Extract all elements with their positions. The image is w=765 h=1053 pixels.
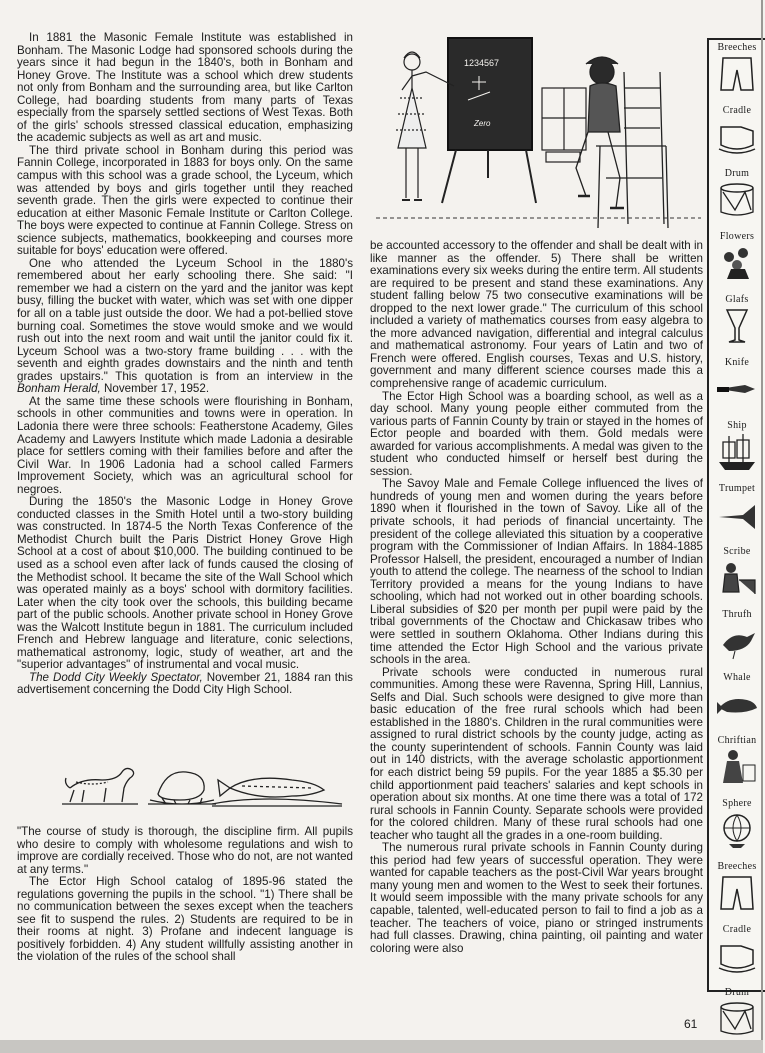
advertisement-quote: "The course of study is thorough, the discipline firm. All pupils who desire to comply with wholesome regulations and wish to improve are cordially received. Those who do not, are not wanted at any terms." — [17, 825, 353, 876]
blackboard-word: Zero — [474, 119, 491, 128]
strip-item — [709, 166, 765, 229]
ad-intro-text: November 21, 1884 ran this advertisement concerning the Dodd City High School. — [17, 670, 353, 697]
fish-icon — [212, 778, 342, 806]
paragraph: The Savoy Male and Female College influenced the lives of hundreds of young men and women during the years before 1890 when it flourished in the town of Savoy. Like all of the private schools, it had periods of financial uncertainty. The president of the college alleviated this situation by a cooperative program with the Commissioner of Indian Affairs. In 1884-1885 Professor Halsell, the president, encouraged a number of Indian youth to attend the college. The nearness of the school to Indian Territory provided a means for the young Indians to have schooling, which had not worked out in other boarding schools. Liberal subsidies of $20 per month per pupil were paid by the tribal governments of the Choctaw and Chickasaw tribes who were settled in southern Oklahoma. Other Indians during this time attended the Ector High School and the various private schools in the area. — [370, 477, 703, 667]
strip-item — [709, 103, 765, 166]
paragraph: The Ector High School was a boarding school, as well as a day school. Many young people either commuted from the various parts of Fannin County by train or stayed in the homes of Ector people and boarded with them. Gold medals were awarded for various accomplishments. A medal was given to the student who conducted himself or herself best during the session. — [370, 389, 703, 478]
right-column — [370, 240, 703, 955]
strip-item — [709, 544, 765, 607]
strip-item — [709, 40, 765, 103]
glass-icon — [715, 306, 759, 346]
chalkboard-icon — [442, 38, 536, 203]
strip-label: Cradle — [722, 105, 752, 116]
christian-icon — [715, 747, 759, 787]
paragraph: In 1881 the Masonic Female Institute was established in Bonham. The Masonic Lodge had sponsored schools during the years since it had begun in the 1840's, both in Bonham and Honey Grove. The Institute was a school which drew students not only from Bonham and the surrounding area, but like Carlton College, had boarding students from many parts of Texas especially from the sparsely settled sections of West Texas. Both of the girls' schools stressed classical education, emphasizing the academic subjects as well as art and music. — [17, 31, 353, 145]
boy-figure-icon — [576, 57, 624, 208]
paragraph: During the 1850's the Masonic Lodge in Honey Grove conducted classes in the Smith Hotel until a two-story building was constructed. In 1874-5 the North Texas Conference of the Methodist Church built the Paris District Honey Grove High School at a cost of about $10,000. The building continued to be used as a school even after lack of funds caused the closing of the Methodist school. It became the site of the Wall School which was operated mainly as a boys' school with dormitory facilities. Later when the city took over the schools, this building became part of the public schools. Another private school in Honey Grove was the Walcott Institute begun in 1881. The curriculum included French and Hebrew language and literature, conic selections, mathematical astronomy, logic, study of weather, art and the "superior advantages" of instrumental and vocal music. — [17, 495, 353, 672]
strip-label: Flowers — [719, 231, 755, 242]
strip-label: Sphere — [722, 798, 752, 809]
strip-item — [709, 481, 765, 544]
strip-label: Drum — [724, 168, 750, 179]
paragraph: be accounted accessory to the offender and shall be dealt with in like manner as the offender. 5) There shall be written examinations every six weeks during the entire term. All students are required to be present and stand these examinations. Any student falling below 75 two consecutive examinations will be dropped to the next lower grade." The curriculum of this school included a variety of mathematics courses from easy algebra to the more advanced navigation, differential and integral calculus and mathematical astronomy. Four years of Latin and two of French were offered. English courses, Texas and U.S. history, government and many different science courses made this a comprehensive range of academic curriculum. — [370, 239, 704, 391]
left-lower-column — [17, 826, 353, 964]
knife-icon — [715, 369, 759, 409]
paragraph: The numerous rural private schools in Fannin County during this period had few years of successful operation. They were wanted for capable teachers as the post-Civil War years brought many young men and women to the West to seek their fortunes. It would seem impossible with the many private schools for any capable, talented, well-educated person to fail to find a job as a teacher. The teachers of voice, piano or stringed instruments had full classes. Drawing, china painting, oil painting and water coloring were also — [370, 841, 703, 955]
strip-label: Drum — [724, 987, 750, 998]
strip-label: Cradle — [722, 924, 752, 935]
page-number: 61 — [684, 1017, 698, 1031]
strip-item — [709, 292, 765, 355]
strip-item — [709, 607, 765, 670]
strip-item — [709, 733, 765, 796]
egg-icon — [148, 772, 216, 804]
strip-label: Ship — [727, 420, 747, 431]
cradle-icon — [715, 936, 759, 976]
quote-text: One who attended the Lyceum School in the 1880's remembered about her early schooling there. She said: "I remember we had a cistern on the yard and the janitor was kept busy, filling the bucket with water, which was set with one dipper for all on a table just outside the door. We had a pot-bellied stove burning coal. Sometimes the stove would smoke and we would rush out into the next room and wait until the janitor could fix it. Lyceum School was a two-story frame building . . . with the seventh and eighth grades downstairs and the ninth and tenth grades upstairs." This quotation is from an interview in the — [17, 256, 353, 383]
trumpet-icon — [715, 495, 759, 535]
paragraph: At the same time these schools were flourishing in Bonham, schools in other communities and towns were in operation. In Ladonia there were three schools: Featherstone Academy, Giles Academy and Lawyers Institute which made Ladonia a desirable place for settlers coming with their families before and after the Civil War. In 1906 Ladonia had a school called Farmers Improvement Society, which was an agricultural school for negroes. — [17, 394, 353, 496]
strip-item — [709, 418, 765, 481]
sphere-icon — [715, 810, 759, 850]
strip-item — [709, 229, 765, 292]
paragraph — [17, 258, 353, 396]
drum-icon — [715, 999, 759, 1039]
ship-icon — [715, 432, 759, 472]
thrush-icon — [715, 621, 759, 661]
paragraph: The third private school in Bonham during this period was Fannin College, incorporated in 1883 for boys only. On the same campus with this school was a grade school, the Lyceum, which was attended by boys and girls together until they reached seventh grade. Then the girls were expected to continue their education at either Masonic Female Institute or Carlton College. The boys were expected to continue at Fannin College. Stress on science subjects, mathematics, bookkeeping and courses more suitable for boys' education were offered. — [17, 143, 353, 258]
scan-bottom-edge — [0, 1040, 763, 1053]
blackboard-numbers: 1234567 — [464, 58, 500, 68]
strip-item — [709, 670, 765, 733]
strip-label: Trumpet — [718, 483, 756, 494]
strip-label: Breeches — [717, 42, 757, 53]
strip-item — [709, 355, 765, 418]
newspaper-name: Bonham Herald, — [17, 382, 101, 396]
whale-icon — [715, 684, 759, 724]
desk-icon — [542, 88, 586, 162]
dog-icon — [62, 768, 138, 804]
page-edge — [761, 0, 763, 1040]
strip-item — [709, 985, 765, 1048]
newspaper-name: The Dodd City Weekly Spectator, — [29, 670, 203, 684]
interview-date: November 17, 1952. — [100, 382, 210, 396]
paragraph: The Ector High School catalog of 1895-96 stated the regulations governing the pupils in the school. "1) There shall be no communication between the sexes except when the teachers see fit to suspend the rules. 2) Students are required to be in their rooms at night. 3) Profane and indecent language is positively forbidden. 4) Any student willfully assisting another in the violation of the rules of the school shall — [17, 875, 353, 964]
breeches-icon — [715, 873, 759, 913]
strip-label: Knife — [724, 357, 750, 368]
strip-item — [709, 796, 765, 859]
strip-label: Whale — [723, 672, 751, 683]
strip-item — [709, 859, 765, 922]
strip-label: Thrufh — [722, 609, 752, 620]
strip-item — [709, 922, 765, 985]
picture-alphabet-strip — [707, 38, 765, 998]
girl-figure-icon — [396, 52, 454, 200]
breeches-icon — [715, 54, 759, 94]
strip-label: Chriftian — [717, 735, 757, 746]
paragraph: Private schools were conducted in numerous rural communities. Among these were Ravenna, Spring Hill, Lannius, Selfs and Dial. Such schools were designed to give more than basic education of the free rural schools which had been established in the 1880's. Children in the rural communities were assigned to rural district schools by the county judge, acting as the county superintendent of schools. Fannin County was laid out in 140 districts, with the average scholastic apportionment for each district being 59 pupils. For the year 1885 a $5.30 per child apportionment paid teachers' salaries and kept schools in operation about six months. At one time there was a total of 172 rural schools in Fannin County. Separate schools were provided for the colored children. Many of these rural schools had one teacher who taught all the grades in a one-room building. — [370, 665, 703, 842]
classroom-illustration — [376, 28, 701, 236]
drum-icon — [715, 180, 759, 220]
cradle-icon — [715, 117, 759, 157]
strip-label: Breeches — [717, 861, 757, 872]
animal-illustration — [62, 758, 344, 810]
strip-label: Glafs — [725, 294, 749, 305]
left-column — [17, 32, 353, 697]
flowers-icon — [715, 243, 759, 283]
scribe-icon — [715, 558, 759, 598]
paragraph — [17, 672, 353, 697]
strip-label: Scribe — [723, 546, 751, 557]
